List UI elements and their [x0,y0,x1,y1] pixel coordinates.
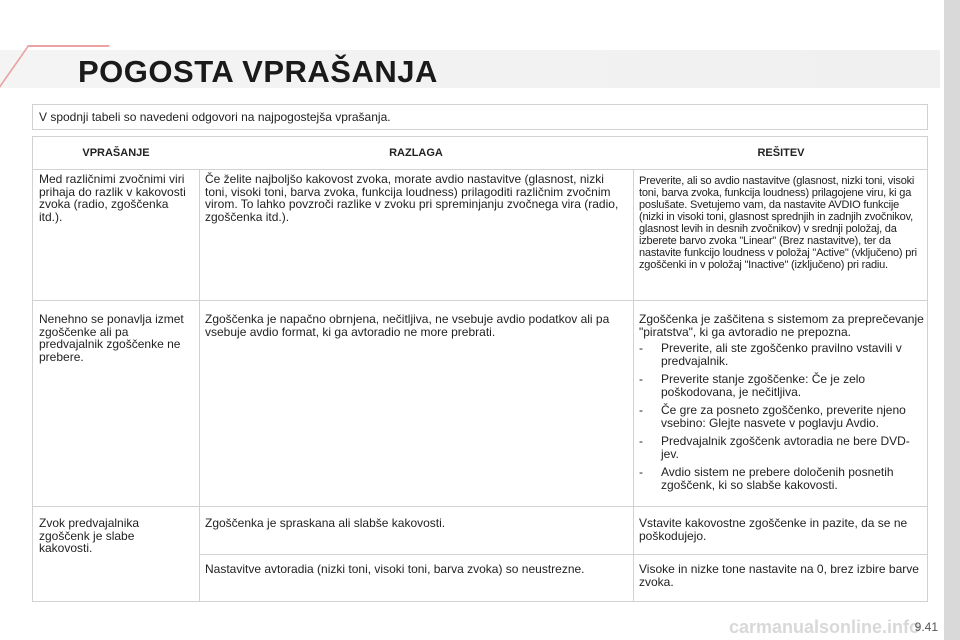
header-divider [33,169,927,170]
list-item: - Preverite stanje zgoščenke: Če je zelo poškodovana, je nečitljiva. [639,373,925,398]
list-item: - Če gre za posneto zgoščenko, preverite njeno vsebino: Glejte nasvete v poglavju Avdio. [639,404,925,429]
row2-solution-intro: Zgoščenka je zaščitena s sistemom za preprečevanje "piratstva", ki ga avtoradio ne prepozna. [639,312,924,339]
row1-solution: Preverite, ali so avdio nastavitve (glasnost, nizki toni, visoki toni, barva zvoka, funkcija loudness) prilagojene viru, ki ga poslušate. Svetujemo vam, da nastavite AVDIO funkcije (nizki in visoki toni, glasnost sprednjih in zadnjih zvočnikov, glasnost levih in desnih zvočnikov) v srednji položaj, da izberete barvo zvoka "Linear" (Brez nastavitve), ter da nastavite funkcijo loudness v položaj "Active" (vključeno) pri zgoščenki in v položaj "Inactive" (izključeno) pri radiu. [639,175,917,271]
right-edge-stripe [944,0,960,640]
row-divider [33,506,927,507]
row2-solution-list [639,342,925,491]
intro-box [32,104,928,130]
column-divider [199,169,200,601]
header-question: VPRAŠANJE [82,147,150,159]
list-item: - Predvajalnik zgoščenk avtoradia ne bere DVD-jev. [639,435,925,460]
page-number: 9.41 [914,620,938,634]
column-divider [633,169,634,601]
list-item: - Avdio sistem ne prebere določenih posnetih zgoščenk, ki so slabše kakovosti. [639,466,925,491]
row2-explanation: Zgoščenka je napačno obrnjena, nečitljiva, ne vsebuje avdio podatkov ali pa vsebuje avdio format, ki ga avtoradio ne more prebrati. [205,312,610,339]
row2-question: Nenehno se ponavlja izmet zgoščenke ali pa predvajalnik zgoščenke ne prebere. [39,312,184,364]
row3-question: Zvok predvajalnika zgoščenk je slabe kakovosti. [39,516,140,555]
header-solution: REŠITEV [757,147,805,159]
header-explanation: RAZLAGA [389,147,443,159]
list-item: - Preverite, ali ste zgoščenko pravilno vstavili v predvajalnik. [639,342,925,367]
row2-solution [639,313,925,497]
row1-question: Med različnimi zvočnimi viri prihaja do razlik v kakovosti zvoka (radio, zgoščenka itd.). [39,172,186,224]
intro-text: V spodnji tabeli so navedeni odgovori na najpogostejša vprašanja. [39,110,391,124]
faq-table [32,136,928,602]
page-title: POGOSTA VPRAŠANJA [78,54,438,89]
row4-solution: Visoke in nizke tone nastavite na 0, brez izbire barve zvoka. [639,562,919,589]
row4-explanation: Nastavitve avtoradia (nizki toni, visoki toni, barva zvoka) so neustrezne. [205,562,585,576]
row3-solution: Vstavite kakovostne zgoščenke in pazite, da se ne poškodujejo. [639,516,908,543]
row-divider [199,554,927,555]
row-divider [33,300,927,301]
watermark: carmanualsonline.info [728,617,920,637]
row1-explanation: Če želite najboljšo kakovost zvoka, morate avdio nastavitve (glasnost, nizki toni, visoki toni, barva zvoka, funkcija loudness) prilagoditi različnim zvočnim virom. To lahko povzroči razlike v zvoku pri spreminjanju zvočnega vira (radio, zgoščenka itd.). [205,172,619,224]
row3-explanation: Zgoščenka je spraskana ali slabše kakovosti. [205,516,446,530]
